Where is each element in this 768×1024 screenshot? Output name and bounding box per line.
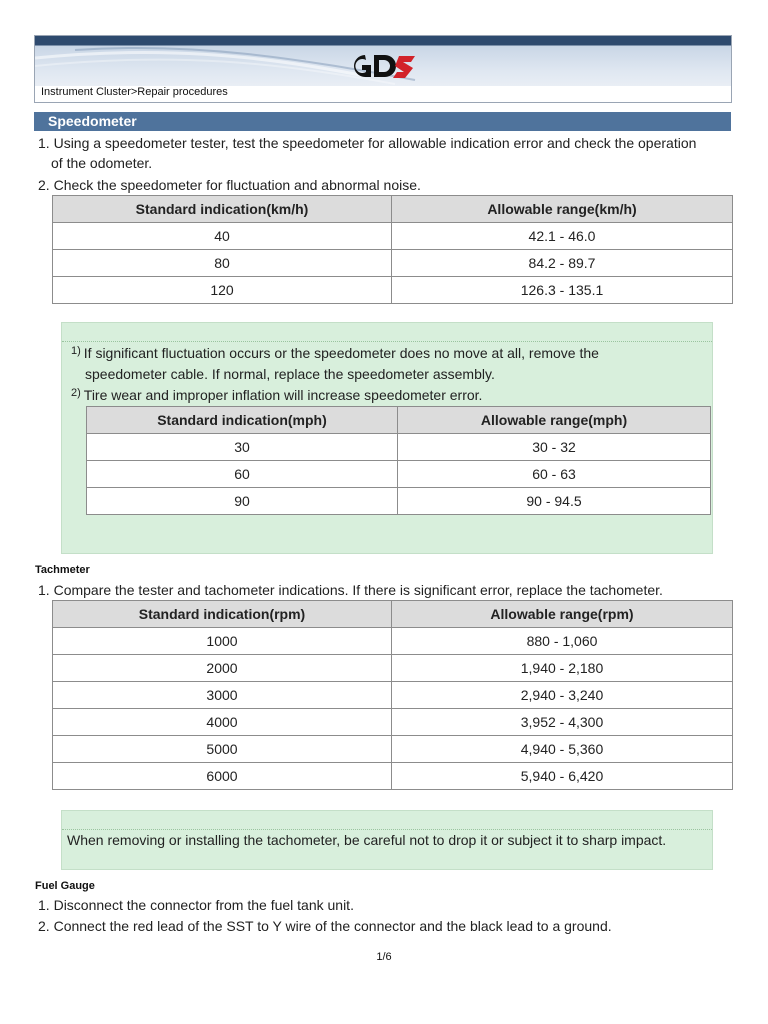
note-item-1 (71, 343, 599, 365)
table-row (53, 223, 733, 250)
table-cell: 6000 (53, 763, 392, 790)
table-cell: 3000 (53, 682, 392, 709)
table-row (87, 461, 711, 488)
speedo-step-1-cont: of the odometer. (51, 155, 153, 171)
note-text: If significant fluctuation occurs or the speedometer does no move at all, remove the (83, 345, 599, 361)
column-header: Standard indication(rpm) (53, 601, 392, 628)
table-row (53, 763, 733, 790)
table-row (53, 682, 733, 709)
note-number: 2) (71, 387, 81, 399)
table-cell: 5000 (53, 736, 392, 763)
gds-logo (349, 51, 419, 81)
section-title-speedometer: Speedometer (34, 112, 731, 131)
table-row (53, 655, 733, 682)
fuel-step-1 (38, 895, 354, 915)
table-cell: 90 (87, 488, 398, 515)
table-header-row (53, 601, 733, 628)
step-number: 2. (38, 177, 50, 193)
note-text: Tire wear and improper inflation will increase speedometer error. (83, 387, 483, 403)
table-header-row (87, 407, 711, 434)
step-text: Using a speedometer tester, test the speedometer for allowable indication error and check the operation (53, 135, 697, 151)
speedo-step-1 (38, 133, 696, 153)
breadcrumb: Instrument Cluster>Repair procedures (41, 86, 228, 98)
table-row (53, 277, 733, 304)
column-header: Standard indication(mph) (87, 407, 398, 434)
note-number: 1) (71, 345, 81, 357)
table-cell: 80 (53, 250, 392, 277)
table-cell: 42.1 - 46.0 (392, 223, 733, 250)
step-number: 2. (38, 918, 50, 934)
table-cell: 30 (87, 434, 398, 461)
table-cell: 60 - 63 (398, 461, 711, 488)
step-number: 1. (38, 135, 50, 151)
note-item-1-cont: speedometer cable. If normal, replace the speedometer assembly. (85, 366, 495, 382)
column-header: Allowable range(mph) (398, 407, 711, 434)
table-cell: 1000 (53, 628, 392, 655)
table-row (87, 434, 711, 461)
step-number: 1. (38, 582, 50, 598)
note-item-2 (71, 385, 482, 407)
speedo-step-2 (38, 175, 421, 195)
table-cell: 90 - 94.5 (398, 488, 711, 515)
step-text: Connect the red lead of the SST to Y wire of the connector and the black lead to a ground. (53, 918, 612, 934)
table-cell: 40 (53, 223, 392, 250)
step-number: 1. (38, 897, 50, 913)
page-number: 1/6 (376, 951, 392, 963)
table-row (53, 628, 733, 655)
table-header-row (53, 196, 733, 223)
tachometer-rpm-table (52, 600, 733, 790)
speedometer-mph-table (86, 406, 711, 515)
note-divider (62, 341, 712, 342)
table-cell: 1,940 - 2,180 (392, 655, 733, 682)
speedometer-kmh-table (52, 195, 733, 304)
table-row (53, 736, 733, 763)
step-text: Check the speedometer for fluctuation and abnormal noise. (53, 177, 421, 193)
column-header: Standard indication(km/h) (53, 196, 392, 223)
table-row (53, 250, 733, 277)
table-cell: 4000 (53, 709, 392, 736)
table-cell: 2,940 - 3,240 (392, 682, 733, 709)
table-cell: 880 - 1,060 (392, 628, 733, 655)
table-row (53, 709, 733, 736)
table-row (87, 488, 711, 515)
fuel-step-2 (38, 916, 612, 936)
step-text: Compare the tester and tachometer indications. If there is significant error, replace the tachometer. (53, 582, 663, 598)
table-cell: 5,940 - 6,420 (392, 763, 733, 790)
tachometer-note-text: When removing or installing the tachometer, be careful not to drop it or subject it to sharp impact. (67, 832, 667, 848)
step-text: Disconnect the connector from the fuel tank unit. (53, 897, 354, 913)
table-cell: 3,952 - 4,300 (392, 709, 733, 736)
table-cell: 84.2 - 89.7 (392, 250, 733, 277)
column-header: Allowable range(rpm) (392, 601, 733, 628)
section-title-fuel-gauge: Fuel Gauge (35, 880, 95, 892)
tacho-step-1 (38, 580, 663, 600)
column-header: Allowable range(km/h) (392, 196, 733, 223)
table-cell: 30 - 32 (398, 434, 711, 461)
table-cell: 126.3 - 135.1 (392, 277, 733, 304)
table-cell: 60 (87, 461, 398, 488)
table-cell: 4,940 - 5,360 (392, 736, 733, 763)
table-cell: 2000 (53, 655, 392, 682)
section-title-tachometer: Tachmeter (35, 564, 90, 576)
table-cell: 120 (53, 277, 392, 304)
